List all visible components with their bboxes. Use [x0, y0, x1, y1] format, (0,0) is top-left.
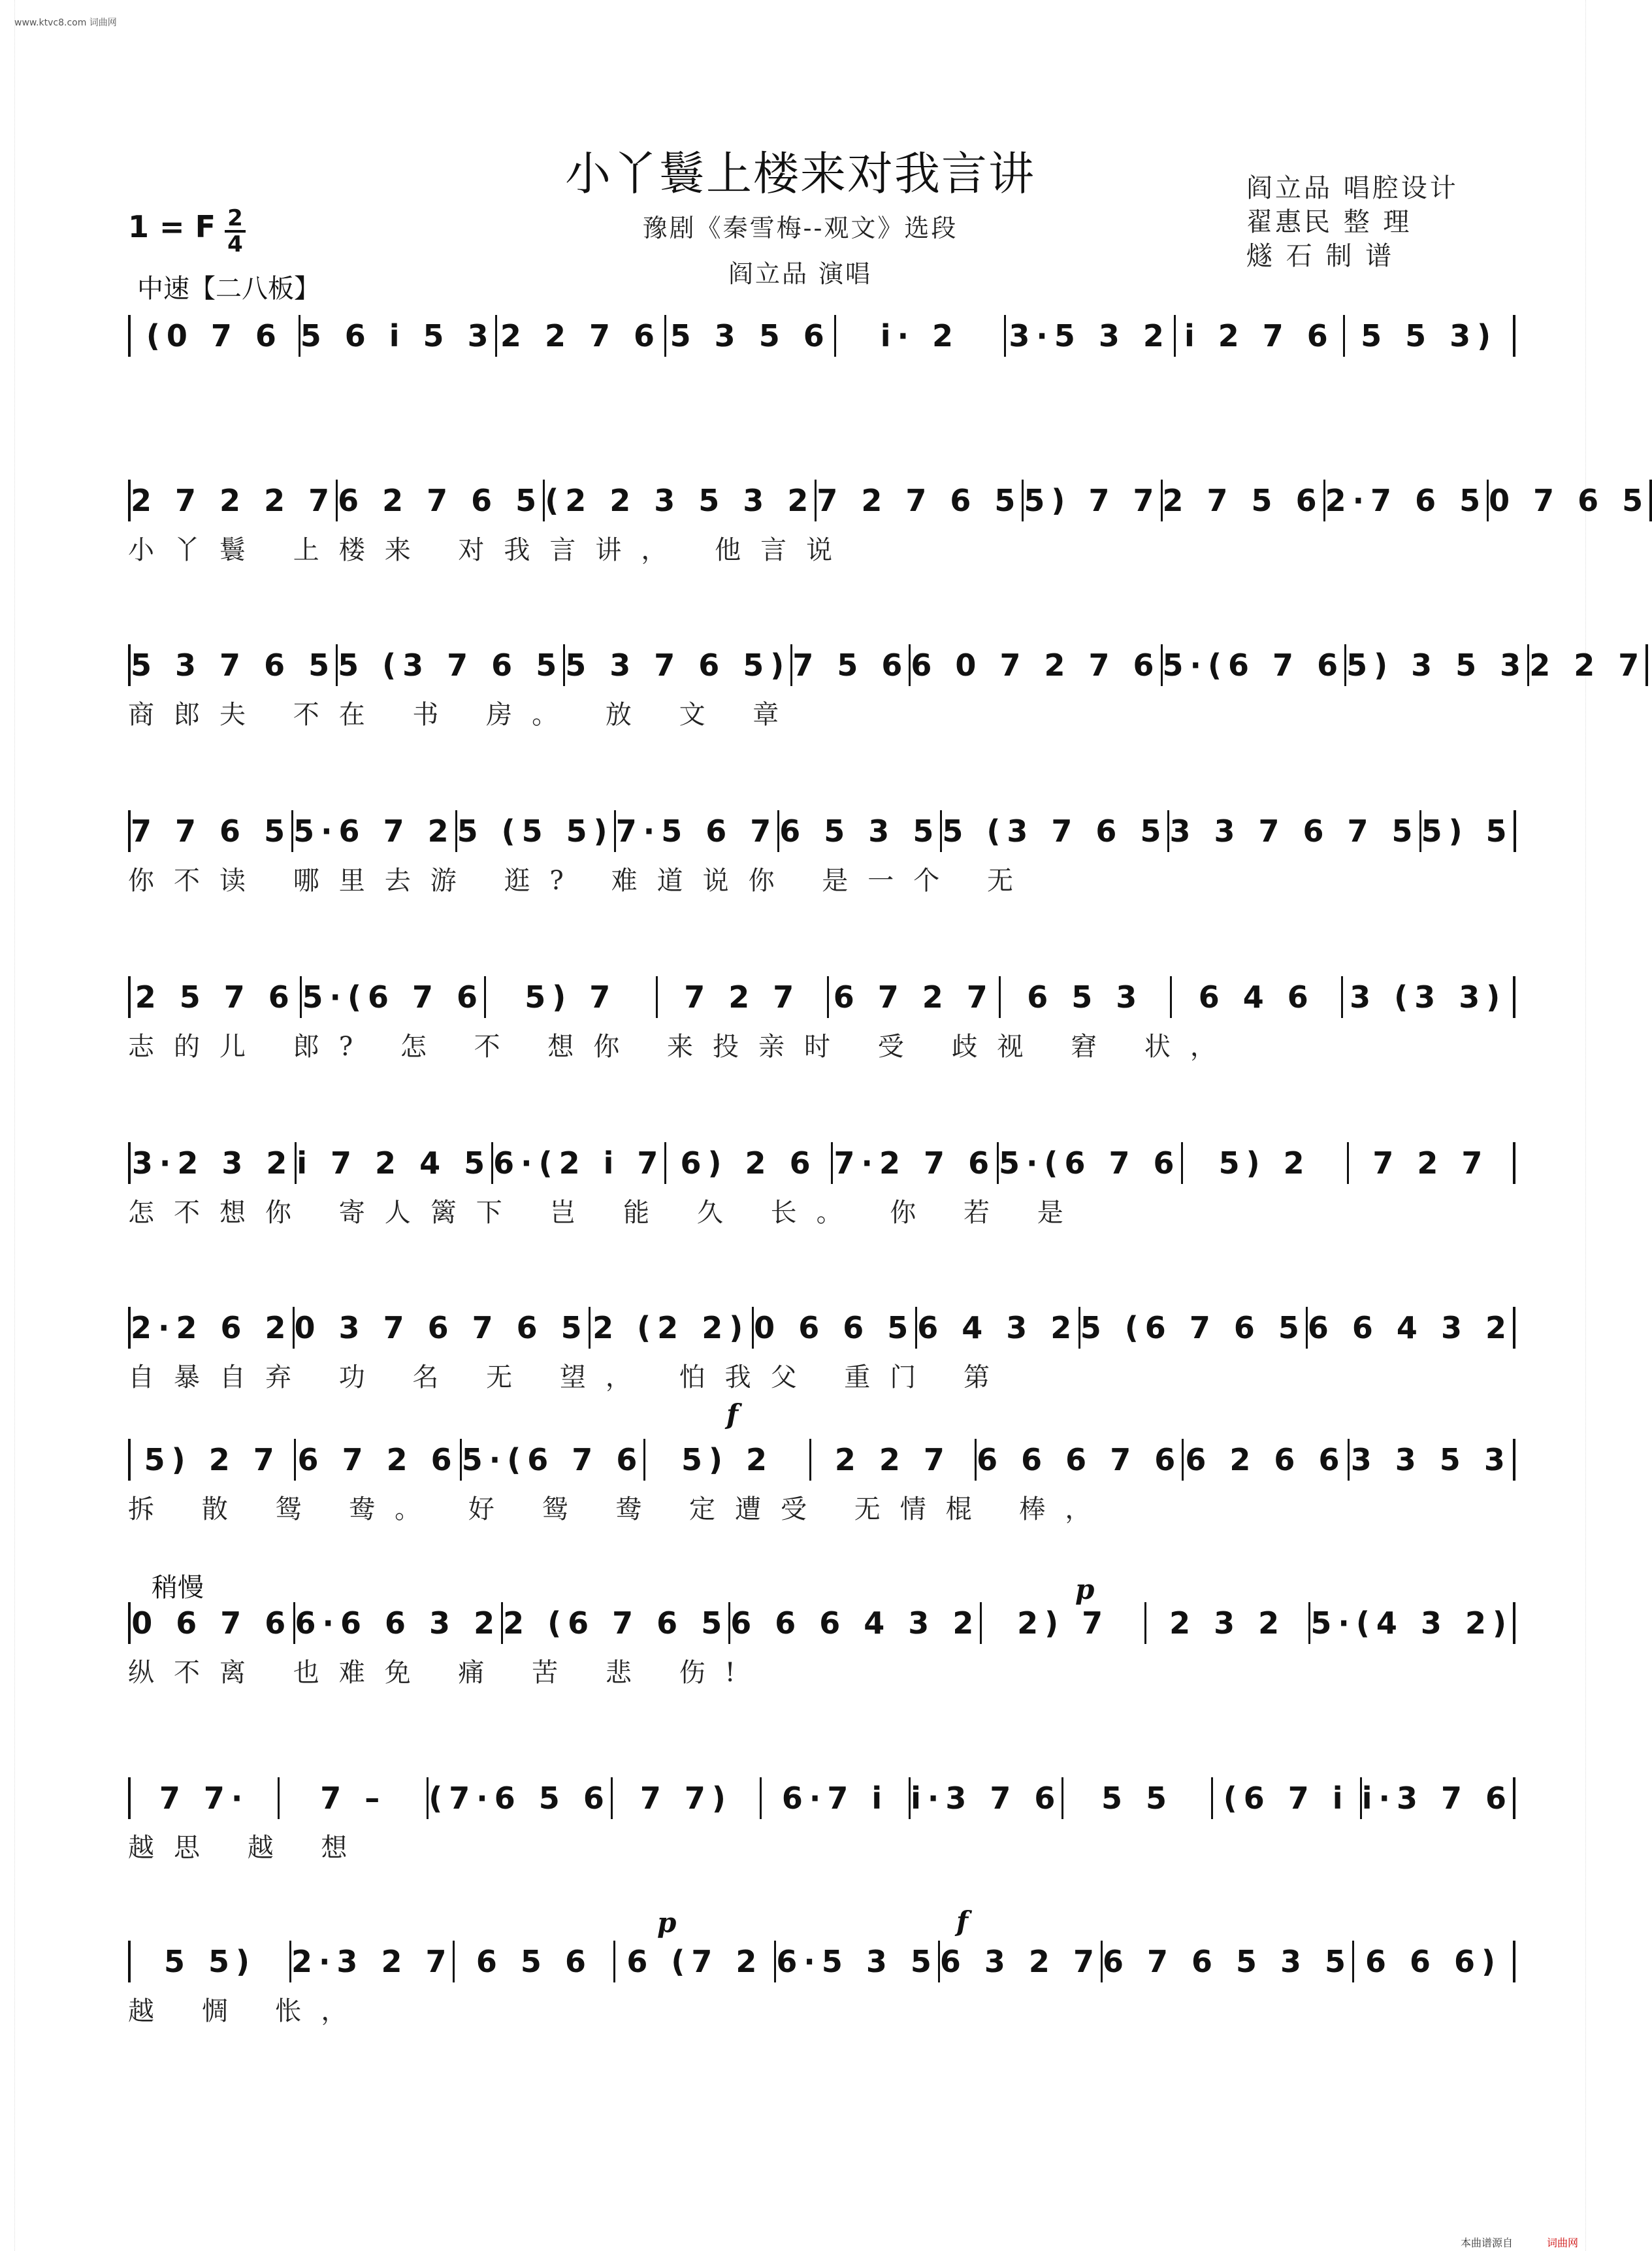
measure: (0 7 6: [131, 315, 300, 357]
lyrics-line: 小丫鬟 上楼来 对我言讲， 他言说: [128, 535, 852, 565]
measure: 5 (5 5): [457, 810, 616, 852]
staff-line: [128, 1439, 1513, 1524]
music-notation-row: [128, 810, 1515, 852]
dynamic-mark: p: [657, 1907, 677, 1939]
staff-line: [128, 644, 1646, 730]
measure: 6·(2 i 7: [493, 1142, 666, 1184]
measure: 5·(6 7 6: [999, 1142, 1183, 1184]
measure: 7 7): [613, 1777, 762, 1819]
music-notation-row: [128, 1142, 1515, 1184]
music-notation-row: [128, 1307, 1515, 1349]
measure: 2) 7: [982, 1602, 1146, 1644]
measure: 3 3 5 3: [1350, 1439, 1515, 1481]
staff-line: [128, 1307, 1513, 1392]
measure: 2 7 2 2 7: [131, 480, 338, 521]
measure: 2 5 7 6: [131, 976, 302, 1018]
time-signature-bottom: 4: [225, 230, 246, 256]
measure: 0 6 7 6: [131, 1602, 295, 1644]
measure: 2 2 7: [1529, 644, 1648, 686]
measure: 3 3 7 6 7 5: [1169, 810, 1421, 852]
credit-line: 阎立品 唱腔设计: [1246, 173, 1459, 203]
measure: 5·(6 7 6: [462, 1439, 646, 1481]
measure: 2·3 2 7: [291, 1941, 455, 1982]
measure: 5 5 3): [1345, 315, 1515, 357]
measure: 2 3 2: [1146, 1602, 1311, 1644]
dynamic-mark: f: [956, 1905, 969, 1937]
measure: 6 3 2 7: [940, 1941, 1103, 1982]
credit-line: 翟惠民 整 理: [1246, 207, 1412, 237]
staff-line: [128, 1602, 1513, 1688]
measure: 3·2 3 2: [131, 1142, 297, 1184]
measure: 6 7 6 5 3 5: [1103, 1941, 1354, 1982]
measure: 5 3 7 6 5): [565, 644, 792, 686]
measure: 6 5 3: [1001, 976, 1172, 1018]
song-title: 小丫鬟上楼来对我言讲: [565, 147, 1035, 201]
lyrics-line: 越思 越 想: [128, 1833, 367, 1863]
song-subtitle: 豫剧《秦雪梅--观文》选段: [642, 214, 958, 242]
measure: 6 2 6 6: [1184, 1439, 1349, 1481]
measure: 6 2 7 6 5: [338, 480, 545, 521]
measure: 5) 3 5 3: [1346, 644, 1529, 686]
measure: 6·5 3 5: [776, 1941, 940, 1982]
staff-line: [128, 810, 1514, 896]
measure: 5) 7 7: [1024, 480, 1162, 521]
music-notation-row: [128, 480, 1650, 521]
site-watermark: www.ktvc8.com 词曲网: [14, 18, 117, 28]
measure: 6 7 2 7: [829, 976, 1000, 1018]
measure: 5·6 7 2: [293, 810, 457, 852]
lyrics-line: 拆 散 鸳 鸯。 好 鸳 鸯 定遭受 无情棍 棒，: [128, 1494, 1111, 1524]
measure: 6·7 i: [762, 1777, 911, 1819]
performer-line: 阎立品 演唱: [728, 259, 873, 288]
music-notation-row: [128, 1602, 1515, 1644]
measure: 5 5: [1063, 1777, 1212, 1819]
key-signature: 1 = F: [128, 209, 216, 244]
measure: 5·(4 3 2): [1310, 1602, 1515, 1644]
measure: 6 6 6 7 6: [977, 1439, 1184, 1481]
staff-line: [128, 1777, 1513, 1863]
measure: 7 2 7: [658, 976, 829, 1018]
measure: i 7 2 4 5: [297, 1142, 493, 1184]
measure: 5·(6 7 6: [1163, 644, 1347, 686]
staff-line: [128, 315, 1513, 393]
measure: 2 7 5 6: [1163, 480, 1325, 521]
measure: 5) 7: [486, 976, 657, 1018]
measure: 6 (7 2: [615, 1941, 776, 1982]
staff-line: [128, 1142, 1513, 1228]
measure: 5) 2: [1183, 1142, 1349, 1184]
dynamic-mark: p: [1075, 1573, 1095, 1605]
measure: i·3 7 6: [1362, 1777, 1515, 1819]
measure: (7·6 5 6: [429, 1777, 613, 1819]
measure: 5 (3 7 6 5: [942, 810, 1169, 852]
tempo-marking: 中速【二八板】: [137, 274, 320, 304]
music-notation-row: [128, 1941, 1515, 1982]
measure: 5 6 i 5 3: [300, 315, 497, 357]
measure: 2 2 7: [811, 1439, 977, 1481]
measure: 7 2 7: [1349, 1142, 1515, 1184]
measure: 6 6 6): [1354, 1941, 1515, 1982]
measure: 5 3 7 6 5: [131, 644, 338, 686]
measure: 7 7·: [131, 1777, 280, 1819]
measure: 3 (3 3): [1343, 976, 1515, 1018]
measure: 6 6 4 3 2: [1308, 1307, 1515, 1349]
music-notation-row: [128, 1777, 1515, 1819]
measure: 3·5 3 2: [1006, 315, 1176, 357]
footer-site-label: 词曲网: [1547, 2237, 1579, 2249]
measure: 7·2 7 6: [833, 1142, 999, 1184]
measure: i 2 7 6: [1176, 315, 1346, 357]
measure: 0 6 6 5: [754, 1307, 917, 1349]
measure: 7 –: [280, 1777, 429, 1819]
music-notation-row: [128, 644, 1646, 686]
measure: 7 7 6 5: [131, 810, 293, 852]
measure: 2·2 6 2: [131, 1307, 295, 1349]
lyrics-line: 纵不离 也难免 痛 苦 悲 伤!: [128, 1658, 755, 1688]
measure: 6·6 6 3 2: [295, 1602, 504, 1644]
measure: i· 2: [836, 315, 1006, 357]
measure: 2·7 6 5: [1325, 480, 1489, 521]
measure: 5 5): [131, 1941, 291, 1982]
slow-marking: 稍慢: [152, 1573, 204, 1603]
lyrics-line: [128, 365, 1513, 396]
measure: 7·5 6 7: [616, 810, 780, 852]
measure: 7 2 7 6 5: [817, 480, 1024, 521]
measure: 6 7 2 6: [296, 1439, 461, 1481]
measure: 5 (6 7 6 5: [1080, 1307, 1308, 1349]
measure: 0 3 7 6 7 6 5: [295, 1307, 591, 1349]
measure: 5) 5: [1421, 810, 1516, 852]
staff-line: [128, 976, 1513, 1062]
lyrics-line: 商郎夫 不在 书 房。 放 文 章: [128, 700, 799, 730]
measure: 6 0 7 2 7 6: [911, 644, 1162, 686]
measure: (6 7 i: [1213, 1777, 1362, 1819]
lyrics-line: 越 惆 怅，: [128, 1996, 367, 2026]
measure: 6 4 3 2: [917, 1307, 1080, 1349]
measure: 0 7 6 5: [1489, 480, 1652, 521]
measure: 5·(6 7 6: [302, 976, 486, 1018]
measure: 6 4 6: [1172, 976, 1343, 1018]
dynamic-mark: f: [726, 1398, 739, 1430]
time-signature-top: 2: [227, 205, 243, 231]
measure: 2 2 7 6: [497, 315, 667, 357]
credit-line: 燧 石 制 谱: [1246, 241, 1395, 271]
measure: 5 3 5 6: [666, 315, 836, 357]
music-notation-row: [128, 1439, 1515, 1481]
measure: 5 (3 7 6 5: [338, 644, 565, 686]
right-margin-strip: [1585, 0, 1600, 2251]
measure: 7 5 6: [792, 644, 911, 686]
staff-line: [128, 1941, 1513, 2026]
lyrics-line: 自暴自弃 功 名 无 望， 怕我父 重门 第: [128, 1362, 1010, 1392]
music-notation-row: [128, 315, 1515, 357]
measure: 2 (6 7 6 5: [503, 1602, 730, 1644]
measure: i·3 7 6: [911, 1777, 1063, 1819]
footer-source-label: 本曲谱源自: [1461, 2237, 1514, 2249]
lyrics-line: 怎不想你 寄人篱下 岂 能 久 长。 你 若 是: [128, 1198, 1083, 1228]
time-signature: [225, 206, 246, 256]
measure: 6 5 6: [455, 1941, 615, 1982]
measure: (2 2 3 5 3 2: [545, 480, 817, 521]
measure: 6 6 6 4 3 2: [730, 1602, 982, 1644]
music-notation-row: [128, 976, 1515, 1018]
measure: 6) 2 6: [666, 1142, 832, 1184]
lyrics-line: 你不读 哪里去游 逛? 难道说你 是一个 无: [128, 866, 1033, 896]
left-margin-strip: [0, 0, 15, 2251]
measure: 6 5 3 5: [779, 810, 942, 852]
measure: 2 (2 2): [591, 1307, 754, 1349]
measure: 5) 2: [645, 1439, 811, 1481]
lyrics-line: 志的儿 郎? 怎 不 想你 来投亲时 受 歧视 窘 状，: [128, 1032, 1236, 1062]
credits-block: [1246, 171, 1521, 273]
staff-line: [128, 480, 1650, 565]
measure: 5) 2 7: [131, 1439, 296, 1481]
